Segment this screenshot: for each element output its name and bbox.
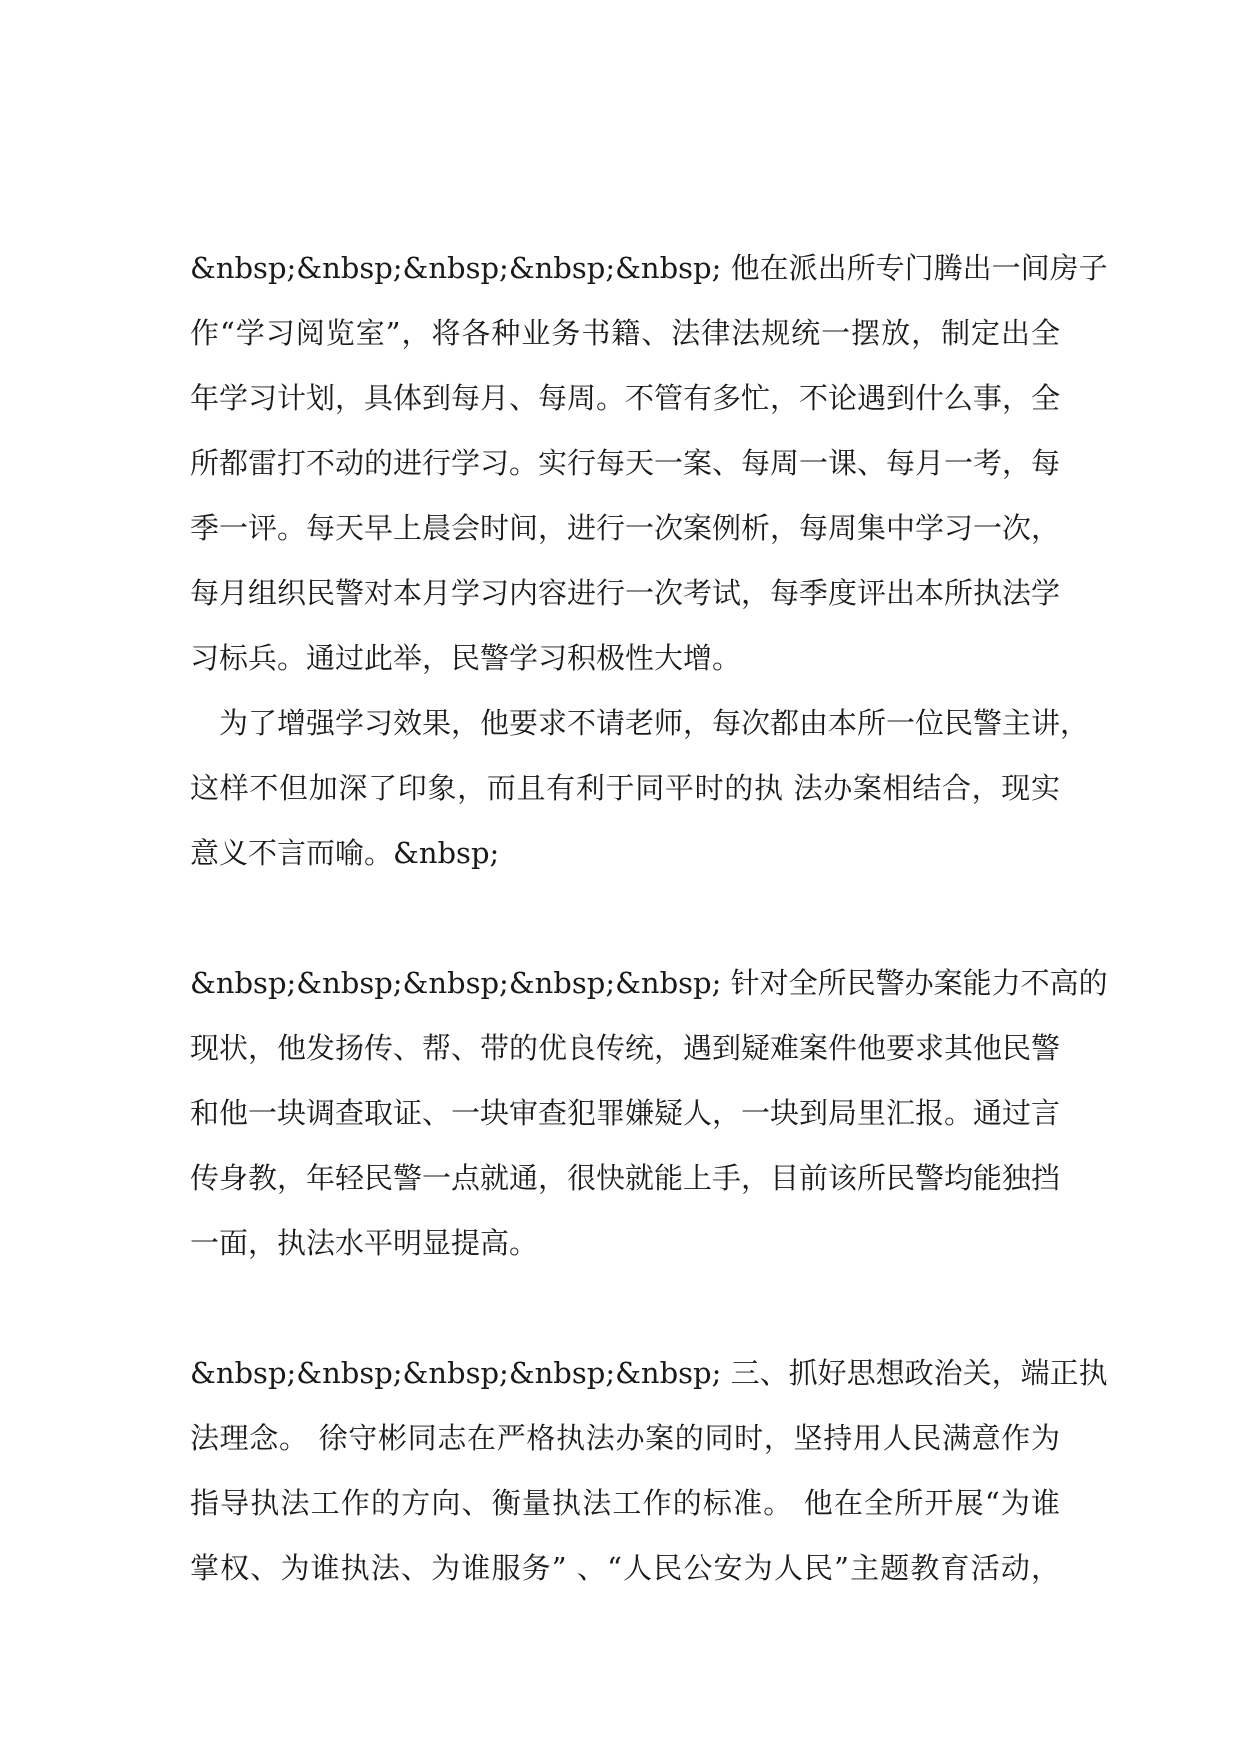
text-line: 为了增强学习效果，他要求不请老师，每次都由本所一位民警主讲， <box>219 706 1090 740</box>
paragraph-study-room <box>190 236 1108 691</box>
text-line: 年学习计划，具体到每月、每周。不管有多忙，不论遇到什么事，全 <box>190 381 1061 415</box>
paragraph-case-ability <box>190 951 1108 1276</box>
text-line: 意义不言而喻。&nbsp; <box>190 836 500 870</box>
text-line: 传身教，年轻民警一点就通，很快就能上手，目前该所民警均能独挡 <box>190 1161 1061 1195</box>
paragraph-political-thought <box>190 1341 1108 1601</box>
text-line: 季一评。每天早上晨会时间，进行一次案例析，每周集中学习一次， <box>190 511 1061 545</box>
paragraph-spacer <box>190 1276 1060 1341</box>
text-line: 掌权、为谁执法、为谁服务” 、“人民公安为人民”主题教育活动， <box>190 1551 1060 1585</box>
text-line: &nbsp;&nbsp;&nbsp;&nbsp;&nbsp; 针对全所民警办案能力不高的 <box>190 966 1108 1000</box>
text-line: 一面，执法水平明显提高。 <box>190 1226 539 1260</box>
text-line: 所都雷打不动的进行学习。实行每天一案、每周一课、每月一考，每 <box>190 446 1061 480</box>
text-line: 每月组织民警对本月学习内容进行一次考试，每季度评出本所执法学 <box>190 576 1061 610</box>
text-line: 法理念。 徐守彬同志在严格执法办案的同时，坚持用人民满意作为 <box>190 1421 1060 1455</box>
text-line: 指导执法工作的方向、衡量执法工作的标准。 他在全所开展“为谁 <box>190 1486 1060 1520</box>
paragraph-spacer <box>190 886 1060 951</box>
text-line: &nbsp;&nbsp;&nbsp;&nbsp;&nbsp; 三、抓好思想政治关，端正执 <box>190 1356 1108 1390</box>
text-line: 现状，他发扬传、帮、带的优良传统，遇到疑难案件他要求其他民警 <box>190 1031 1061 1065</box>
text-line: 和他一块调查取证、一块审查犯罪嫌疑人，一块到局里汇报。通过言 <box>190 1096 1061 1130</box>
text-line: &nbsp;&nbsp;&nbsp;&nbsp;&nbsp; 他在派出所专门腾出一间房子 <box>190 251 1108 285</box>
document-body <box>190 236 1108 1601</box>
paragraph-learning-effect <box>190 691 1090 886</box>
text-line: 这样不但加深了印象，而且有利于同平时的执 法办案相结合，现实 <box>190 771 1060 805</box>
text-line: 习标兵。通过此举，民警学习积极性大增。 <box>190 641 742 675</box>
text-line: 作“学习阅览室”，将各种业务书籍、法律法规统一摆放，制定出全 <box>190 316 1060 350</box>
